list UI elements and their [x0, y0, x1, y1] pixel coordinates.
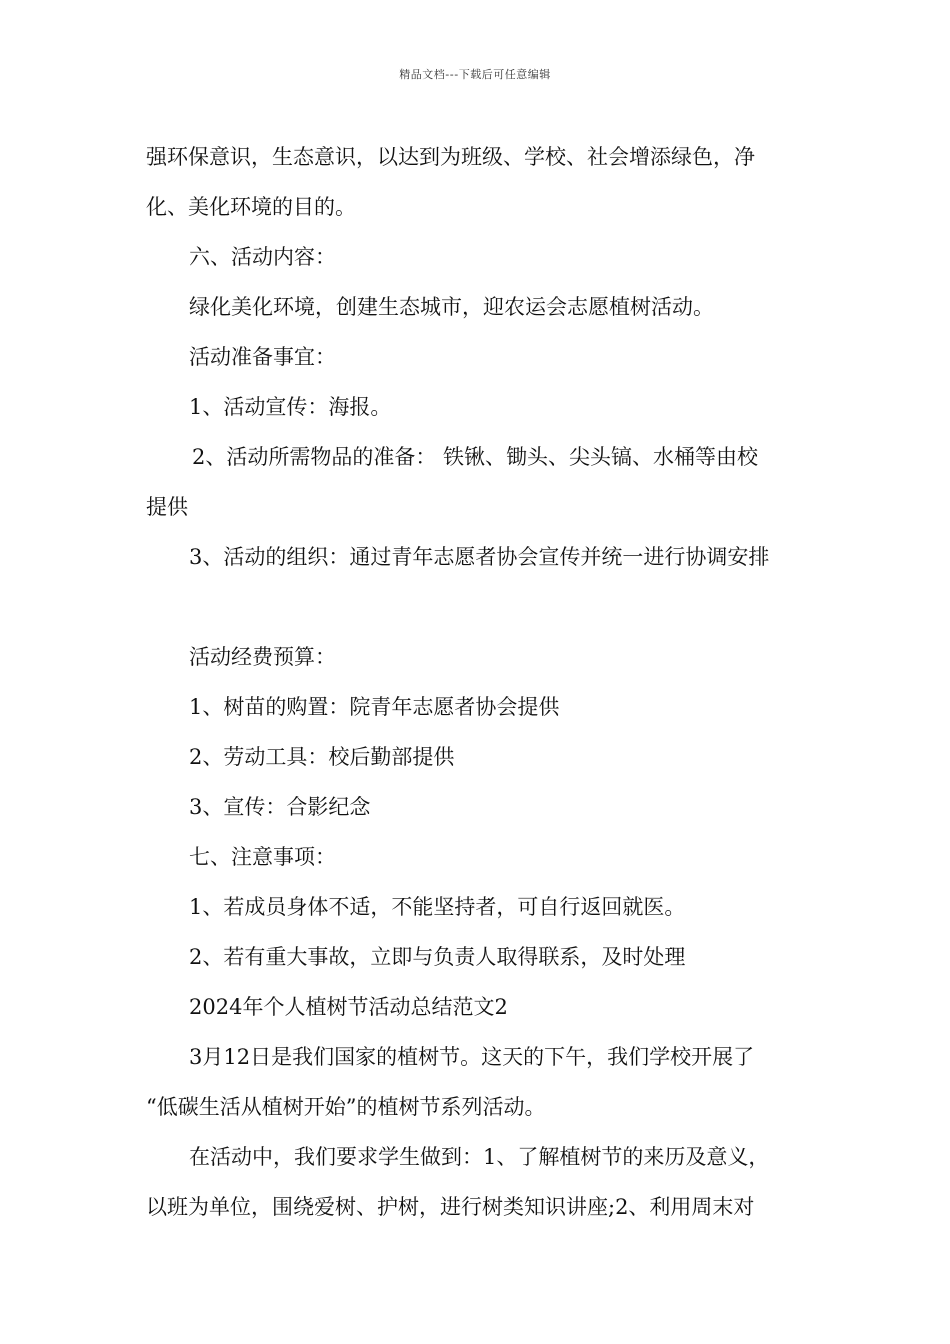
blank-line	[146, 582, 808, 632]
list-item: 1、树苗的购置：院青年志愿者协会提供	[189, 695, 560, 719]
list-item: 1、活动宣传：海报。	[189, 395, 392, 419]
list-item: 3、宣传：合影纪念	[189, 795, 371, 819]
section-heading: 七、注意事项：	[189, 845, 336, 869]
paragraph-line: “低碳生活从植树开始”的植树节系列活动。	[146, 1095, 546, 1119]
list-item: 2、若有重大事故，立即与负责人取得联系，及时处理	[189, 945, 686, 969]
paragraph-line: 在活动中，我们要求学生做到：1、了解植树节的来历及意义，	[189, 1145, 770, 1169]
article-title: 2024年个人植树节活动总结范文2	[189, 995, 508, 1019]
subsection-heading: 活动准备事宜：	[189, 345, 336, 369]
paragraph-line: 以班为单位，围绕爱树、护树，进行树类知识讲座;2、利用周末对	[146, 1195, 755, 1219]
paragraph-line: 化、美化环境的目的。	[146, 195, 356, 219]
paragraph-line: 绿化美化环境，创建生态城市，迎农运会志愿植树活动。	[189, 295, 714, 319]
page-header: 精品文档---下载后可任意编辑	[399, 68, 551, 81]
paragraph-line: 提供	[146, 495, 188, 519]
list-item: 3、活动的组织：通过青年志愿者协会宣传并统一进行协调安排	[189, 545, 770, 569]
document-body	[146, 132, 808, 1232]
list-item: 1、若成员身体不适，不能坚持者，可自行返回就医。	[189, 895, 686, 919]
subsection-heading: 活动经费预算：	[189, 645, 336, 669]
section-heading: 六、活动内容：	[189, 245, 336, 269]
paragraph-line: 强环保意识，生态意识，以达到为班级、学校、社会增添绿色，净	[146, 145, 755, 169]
list-item: 2、劳动工具：校后勤部提供	[189, 745, 455, 769]
paragraph-line: 3月12日是我们国家的植树节。这天的下午，我们学校开展了	[189, 1045, 755, 1069]
list-item: 2、活动所需物品的准备： 铁锹、锄头、尖头镐、水桶等由校	[192, 445, 759, 469]
